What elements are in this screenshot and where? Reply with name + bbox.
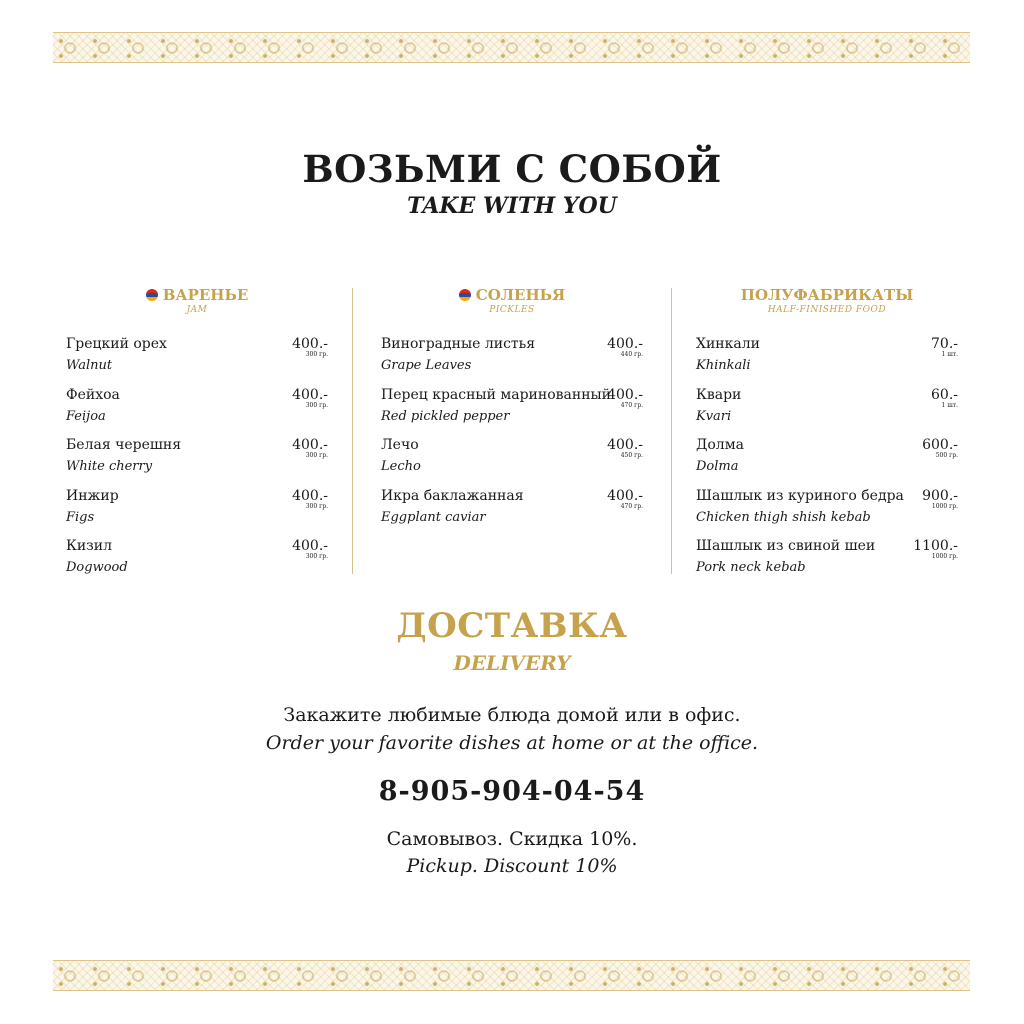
category-title: ПОЛУФАБРИКАТЫ	[740, 286, 914, 304]
item-name-ru: Шашлык из свиной шеи	[696, 538, 876, 554]
item-weight: 440 гр.	[620, 351, 643, 358]
column-divider	[671, 288, 672, 574]
item-weight: 300 гр.	[305, 401, 328, 409]
item-name-ru: Белая черешня	[66, 437, 182, 453]
item-name-en: White cherry	[66, 459, 153, 474]
item-name-en: Chicken thigh shish kebab	[696, 509, 871, 525]
category-subtitle: HALF-FINISHED FOOD	[767, 305, 887, 315]
item-name-en: Walnut	[66, 358, 113, 373]
item-price: 70.-	[931, 336, 958, 352]
menu-item	[66, 335, 328, 386]
item-name-ru: Лечо	[381, 437, 419, 453]
item-name-ru: Шашлык из куриного бедра	[696, 487, 904, 504]
menu-item	[696, 487, 958, 538]
item-weight: 450 гр.	[620, 452, 643, 459]
item-weight: 300 гр.	[305, 502, 328, 510]
item-price: 900.-	[922, 487, 958, 504]
menu-item	[381, 487, 643, 538]
menu-item	[381, 386, 643, 437]
item-name-en: Feijoa	[66, 408, 106, 424]
item-name-ru: Инжир	[66, 487, 119, 504]
menu-item	[381, 436, 643, 487]
item-price: 400.-	[292, 487, 328, 504]
item-name-ru: Хинкали	[696, 336, 760, 352]
item-weight: 1 шт.	[941, 351, 958, 358]
item-price: 1100.-	[913, 538, 958, 554]
pickup-text-ru: Самовывоз. Скидка 10%.	[386, 828, 638, 850]
item-name-ru: Квари	[696, 386, 742, 403]
menu-item	[66, 386, 328, 437]
item-weight: 500 гр.	[935, 452, 958, 459]
ornamental-border-top	[53, 32, 970, 63]
category-title: ВАРЕНЬЕ	[162, 286, 249, 304]
category-heading	[381, 285, 643, 305]
menu-item	[696, 537, 958, 588]
category-heading	[696, 285, 958, 305]
item-price: 400.-	[292, 538, 328, 554]
item-price: 600.-	[922, 437, 958, 453]
item-price: 60.-	[931, 386, 958, 403]
category-heading	[66, 285, 328, 305]
armenia-flag-icon	[146, 289, 158, 301]
item-name-ru: Кизил	[66, 538, 113, 554]
menu-item	[66, 487, 328, 538]
item-name-ru: Перец красный маринованный	[381, 386, 612, 403]
category-subtitle: JAM	[186, 305, 208, 315]
delivery-subtitle: DELIVERY	[453, 651, 571, 675]
category-subtitle: PICKLES	[489, 305, 535, 315]
item-name-ru: Икра баклажанная	[381, 487, 524, 504]
armenia-flag-icon	[459, 289, 471, 301]
item-name-en: Eggplant caviar	[381, 509, 486, 525]
menu-item	[696, 335, 958, 386]
item-name-en: Dogwood	[66, 560, 128, 575]
menu-item	[381, 335, 643, 386]
delivery-title: ДОСТАВКА	[396, 606, 628, 646]
menu-item	[66, 537, 328, 588]
item-name-ru: Долма	[696, 437, 744, 453]
column-divider	[352, 288, 353, 574]
item-name-ru: Фейхоа	[66, 386, 120, 403]
item-price: 400.-	[607, 336, 643, 352]
menu-item	[696, 436, 958, 487]
item-weight: 300 гр.	[305, 351, 328, 358]
item-price: 400.-	[607, 487, 643, 504]
category-jam	[66, 285, 328, 588]
item-name-en: Kvari	[696, 408, 732, 424]
item-weight: 470 гр.	[620, 502, 643, 510]
item-name-en: Figs	[66, 509, 95, 525]
ornamental-border-bottom	[53, 960, 970, 991]
item-name-en: Lecho	[381, 459, 421, 474]
item-weight: 470 гр.	[620, 401, 643, 409]
phone-number[interactable]: 8-905-904-04-54	[378, 776, 646, 807]
item-name-ru: Грецкий орех	[66, 336, 167, 352]
page-title: ВОЗЬМИ С СОБОЙ	[302, 147, 722, 191]
item-weight: 1 шт.	[941, 401, 958, 409]
menu-item	[66, 436, 328, 487]
page-subtitle: TAKE WITH YOU	[407, 193, 617, 219]
item-name-en: Khinkali	[696, 358, 751, 373]
item-price: 400.-	[292, 336, 328, 352]
item-price: 400.-	[607, 386, 643, 403]
pickup-text-en: Pickup. Discount 10%	[406, 855, 618, 877]
item-name-en: Red pickled pepper	[381, 408, 510, 424]
item-weight: 300 гр.	[305, 553, 328, 560]
category-pickles	[381, 285, 643, 537]
delivery-text-en: Order your favorite dishes at home or at the office.	[265, 732, 759, 754]
item-weight: 1000 гр.	[931, 502, 958, 510]
item-name-en: Grape Leaves	[381, 358, 472, 373]
delivery-text-ru: Закажите любимые блюда домой или в офис.	[283, 704, 741, 726]
item-price: 400.-	[292, 437, 328, 453]
category-title: СОЛЕНЬЯ	[475, 286, 566, 304]
item-weight: 300 гр.	[305, 452, 328, 459]
item-price: 400.-	[292, 386, 328, 403]
item-name-en: Dolma	[696, 459, 739, 474]
item-weight: 1000 гр.	[931, 553, 958, 560]
category-half-finished-food	[696, 285, 958, 588]
item-name-en: Pork neck kebab	[696, 560, 806, 575]
menu-item	[696, 386, 958, 437]
item-price: 400.-	[607, 437, 643, 453]
item-name-ru: Виноградные листья	[381, 336, 536, 352]
